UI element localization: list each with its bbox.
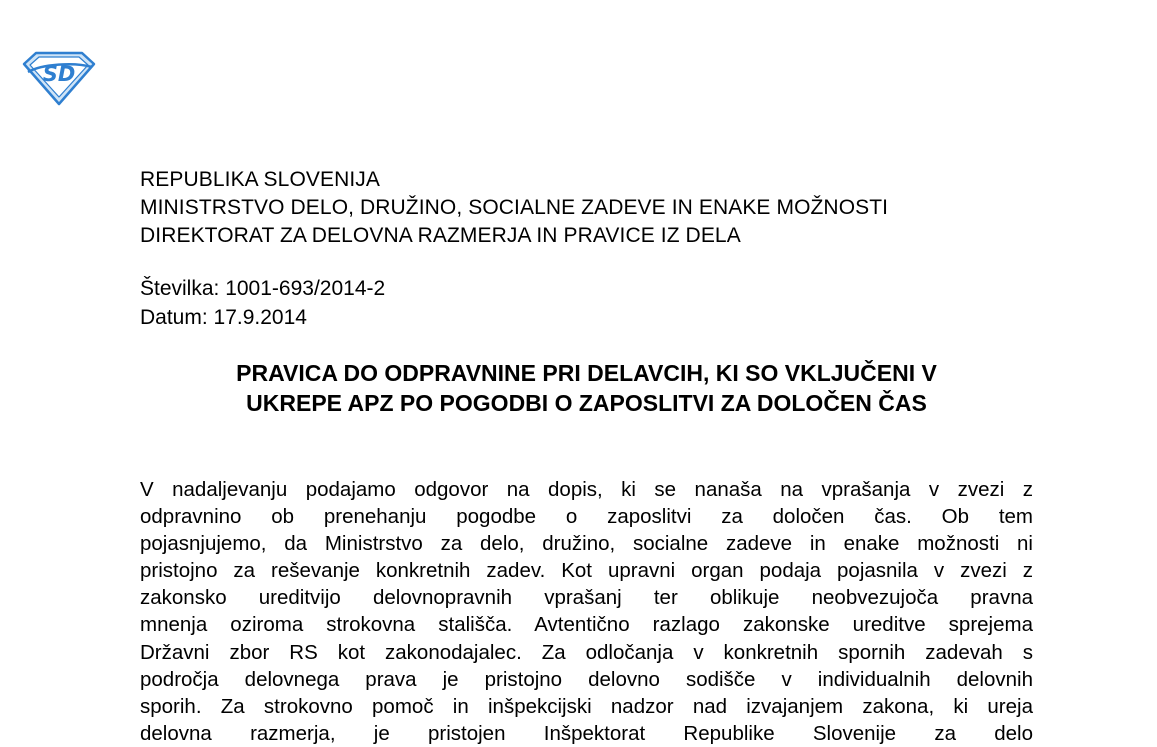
document-meta: [140, 274, 385, 332]
paragraph-line: pojasnjujemo, da Ministrstvo za delo, družino, socialne zadeve in enake možnosti ni: [140, 532, 1033, 556]
svg-text:SD: SD: [42, 62, 76, 86]
document-title: [140, 358, 1033, 418]
header-directorate: DIREKTORAT ZA DELOVNA RAZMERJA IN PRAVICE IZ DELA: [140, 224, 741, 247]
title-line: PRAVICA DO ODPRAVNINE PRI DELAVCIH, KI SO VKLJUČENI V: [236, 360, 937, 386]
body-paragraph: [140, 476, 1033, 747]
header-republic: REPUBLIKA SLOVENIJA: [140, 168, 380, 191]
paragraph-line: področja delovnega prava je pristojno delovno sodišče v individualnih delovnih: [140, 667, 1033, 691]
paragraph-line: V nadaljevanju podajamo odgovor na dopis, ki se nanaša na vprašanja v zvezi z: [140, 478, 1033, 501]
document-number: Številka: 1001-693/2014-2: [140, 277, 386, 300]
paragraph-line: pristojno za reševanje konkretnih zadev. Kot upravni organ podaja pojasnila v zvezi z: [140, 559, 1033, 583]
paragraph-line: odpravnino ob prenehanju pogodbe o zaposlitvi za določen čas. Ob tem: [140, 505, 1033, 529]
document-date: Datum: 17.9.2014: [140, 306, 307, 329]
sd-logo-icon: [22, 50, 96, 106]
paragraph-line: zakonsko ureditvijo delovnopravnih vprašanj ter oblikuje neobvezujoča pravna: [140, 586, 1033, 610]
paragraph-line: mnenja oziroma strokovna stališča. Avtentično razlago zakonske ureditve sprejema: [140, 613, 1033, 637]
issuer-header: [140, 166, 888, 250]
paragraph-line: delovna razmerja, je pristojen Inšpektorat Republike Slovenije za delo: [140, 721, 1033, 745]
header-ministry: MINISTRSTVO DELO, DRUŽINO, SOCIALNE ZADEVE IN ENAKE MOŽNOSTI: [140, 196, 889, 219]
paragraph-line: sporih. Za strokovno pomoč in inšpekcijski nadzor nad izvajanjem zakona, ki ureja: [140, 694, 1033, 718]
title-line: UKREPE APZ PO POGODBI O ZAPOSLITVI ZA DOLOČEN ČAS: [246, 390, 927, 416]
paragraph-line: Državni zbor RS kot zakonodajalec. Za odločanja v konkretnih spornih zadevah s: [140, 640, 1033, 664]
